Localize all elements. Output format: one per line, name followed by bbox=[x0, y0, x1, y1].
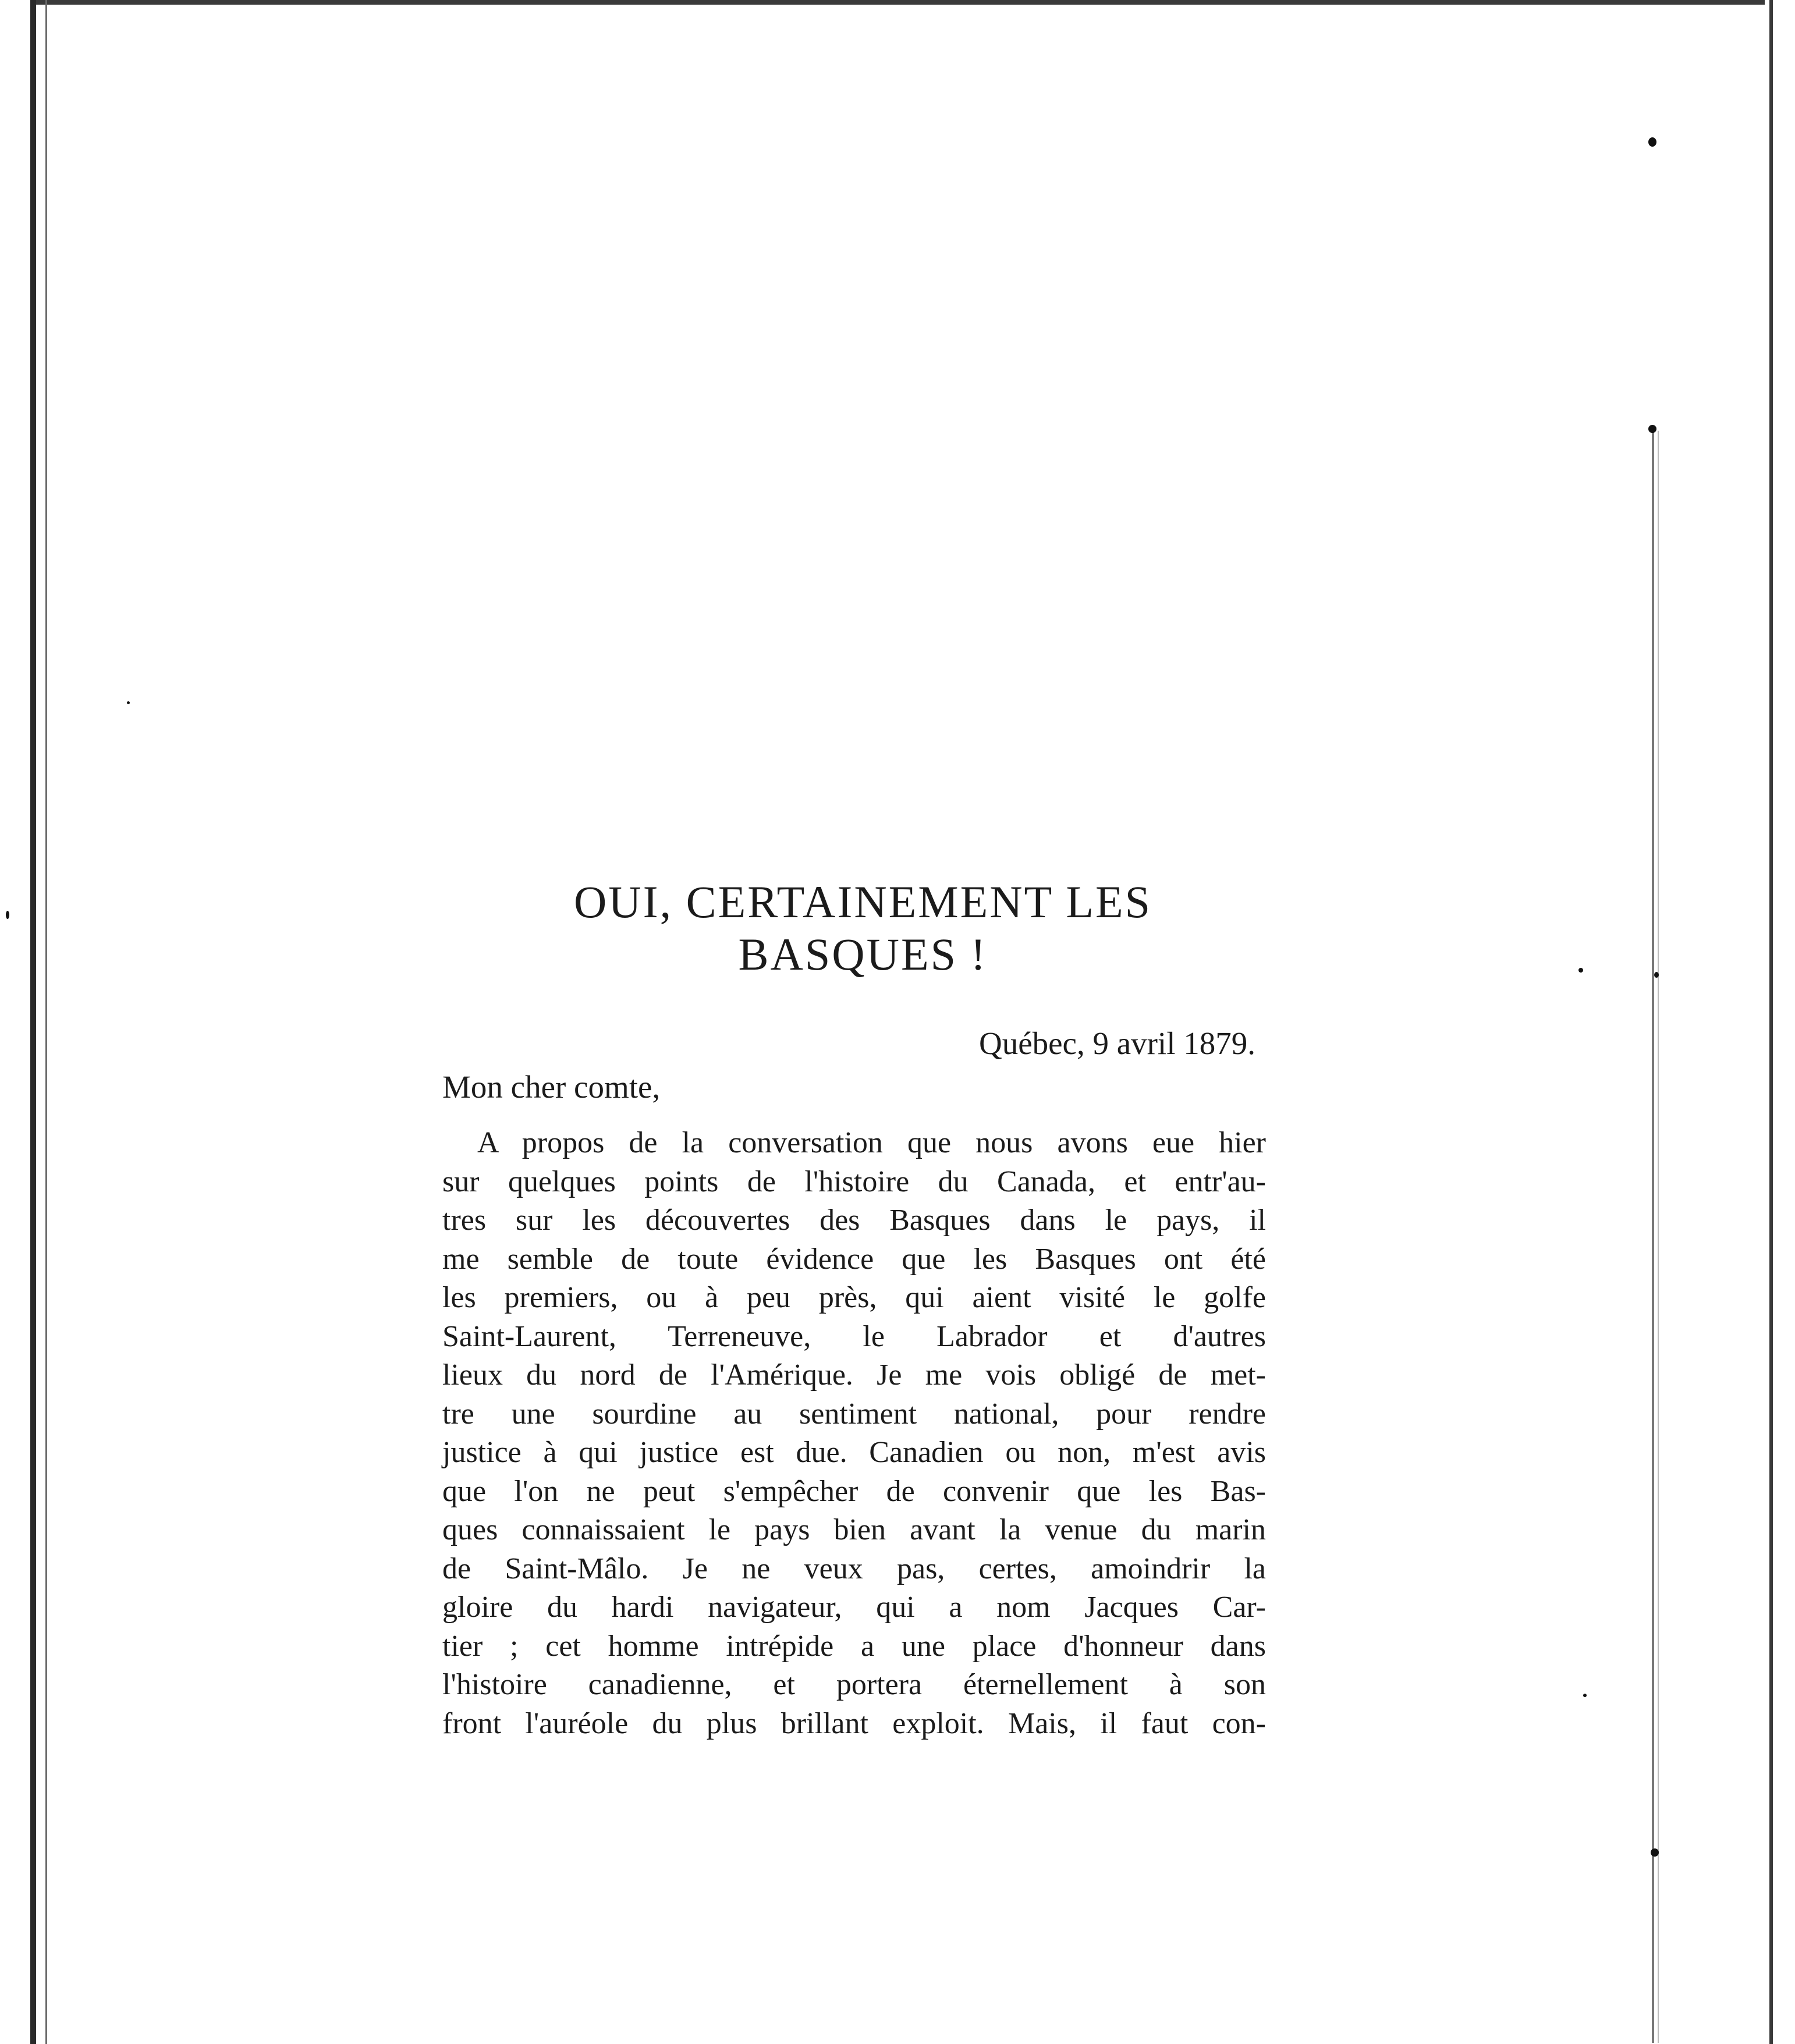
right-margin-rule bbox=[1652, 431, 1654, 2043]
body-line: tre une sourdine au sentiment national, pour rendre bbox=[442, 1397, 1266, 1431]
scan-speck bbox=[1583, 1694, 1587, 1697]
body-line: tier ; cet homme intrépide a une place d'honneur dans bbox=[442, 1629, 1266, 1663]
body-line: A propos de la conversation que nous avons eue hier bbox=[477, 1126, 1266, 1159]
page-right-edge bbox=[1769, 0, 1773, 2044]
scan-speck bbox=[1578, 968, 1583, 973]
letter-dateline: Québec, 9 avril 1879. bbox=[979, 1025, 1255, 1061]
scan-speck bbox=[1648, 425, 1656, 433]
scan-speck bbox=[127, 701, 130, 704]
page-left-edge bbox=[30, 0, 36, 2044]
body-line: ques connaissaient le pays bien avant la venue du marin bbox=[442, 1513, 1266, 1546]
page-top-edge bbox=[30, 0, 1765, 5]
chapter-title: OUI, CERTAINEMENT LES BASQUES ! bbox=[573, 876, 1152, 980]
letter-body bbox=[442, 1124, 1266, 1743]
body-line: les premiers, ou à peu près, qui aient visité le golfe bbox=[442, 1281, 1266, 1314]
body-line: me semble de toute évidence que les Basques ont été bbox=[442, 1242, 1266, 1276]
body-line: de Saint-Mâlo. Je ne veux pas, certes, amoindrir la bbox=[442, 1552, 1266, 1585]
scan-speck bbox=[1654, 972, 1659, 978]
body-line: Saint-Laurent, Terreneuve, le Labrador et d'autres bbox=[442, 1319, 1266, 1353]
body-line: gloire du hardi navigateur, qui a nom Jacques Car- bbox=[442, 1591, 1266, 1624]
body-line: lieux du nord de l'Amérique. Je me vois obligé de met- bbox=[442, 1358, 1266, 1392]
scan-speck bbox=[1648, 137, 1656, 147]
text-column bbox=[442, 876, 1266, 1743]
page-left-edge-inner bbox=[45, 0, 47, 2044]
scan-speck bbox=[1651, 1848, 1659, 1857]
letter-salutation: Mon cher comte, bbox=[442, 1069, 661, 1105]
right-margin-rule-inner bbox=[1658, 431, 1659, 2043]
body-line: que l'on ne peut s'empêcher de convenir que les Bas- bbox=[442, 1474, 1266, 1508]
body-line: justice à qui justice est due. Canadien ou non, m'est avis bbox=[442, 1436, 1266, 1469]
scan-speck bbox=[6, 911, 9, 919]
body-line: l'histoire canadienne, et portera éternellement à son bbox=[442, 1668, 1266, 1701]
body-line: sur quelques points de l'histoire du Canada, et entr'au- bbox=[442, 1165, 1266, 1198]
body-line: tres sur les découvertes des Basques dans le pays, il bbox=[442, 1204, 1266, 1237]
body-line: front l'auréole du plus brillant exploit. Mais, il faut con- bbox=[442, 1706, 1266, 1740]
